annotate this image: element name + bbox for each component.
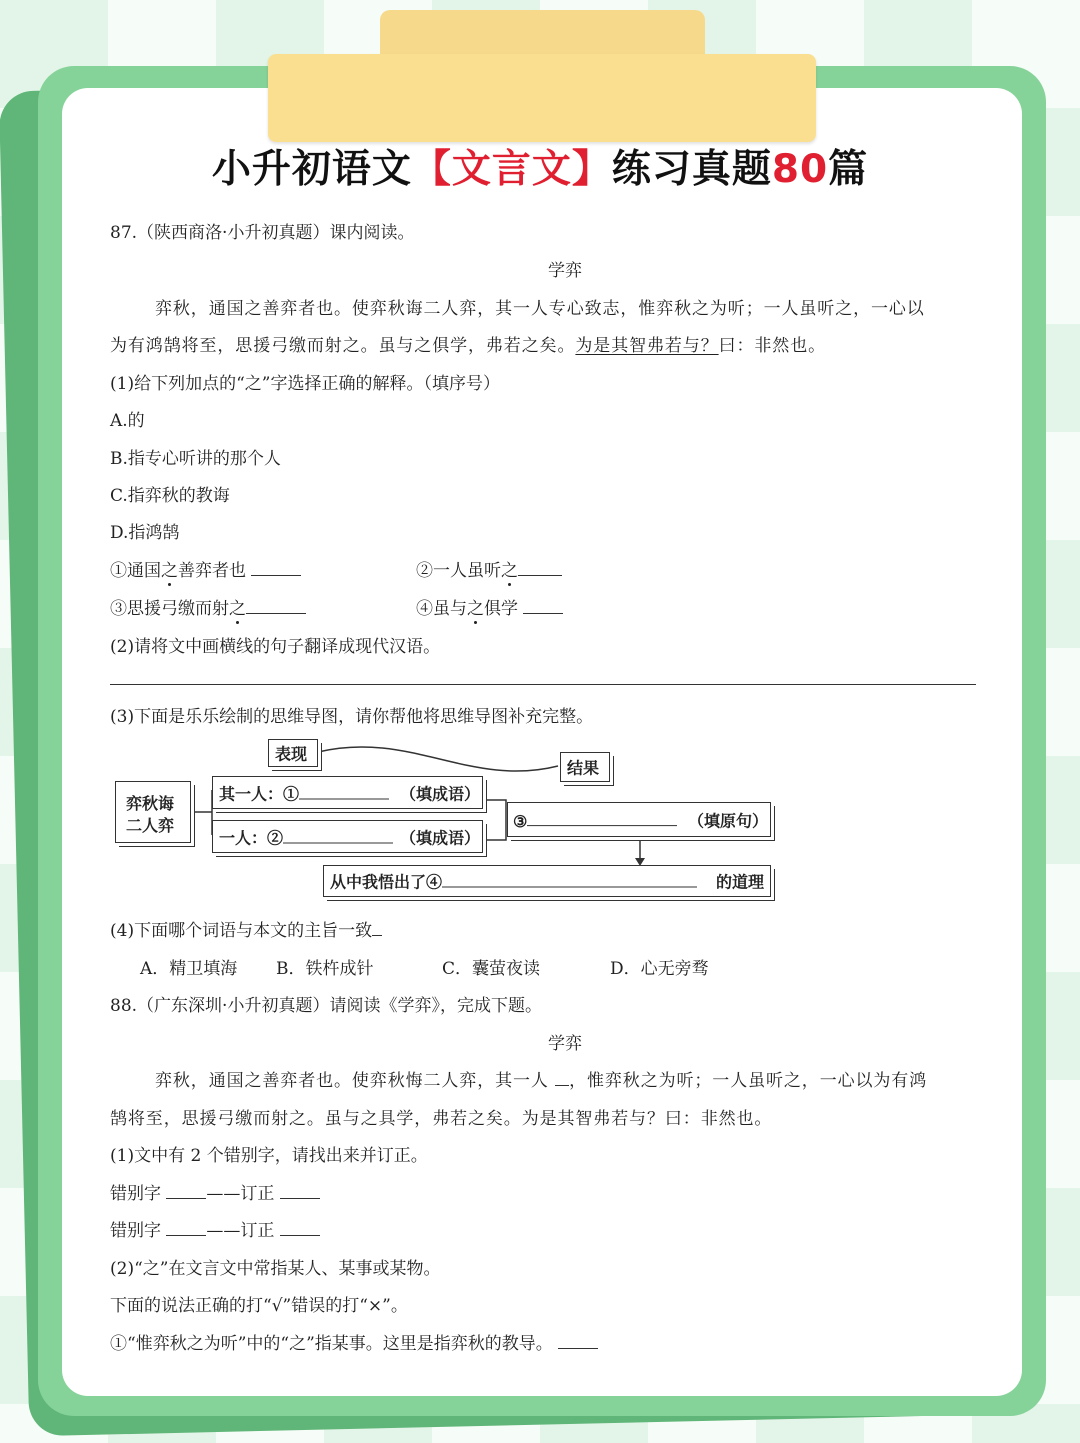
option-c: C.指弈秋的教诲 — [110, 486, 230, 506]
answer-blank[interactable] — [280, 1217, 320, 1236]
answer-blank[interactable] — [299, 781, 389, 799]
q87-sub1: (1)给下列加点的“之”字选择正确的解释。（填序号） — [110, 374, 500, 394]
choice-b: B．铁杵成针 — [276, 959, 374, 979]
mindmap-node-lesson: 从中我悟出了④ 的道理 — [323, 865, 771, 897]
item-2: ②一人虽听之 — [416, 556, 562, 581]
q88-passage-line2: 鹄将至，思援弓缴而射之。虽与之具学，弗若之矣。为是其智弗若与？曰：非然也。 — [110, 1109, 773, 1129]
q88-sub1: (1)文中有 2 个错别字，请找出来并订正。 — [110, 1146, 428, 1166]
q87-passage-line2: 为有鸿鹄将至，思援弓缴而射之。虽与之俱学，弗若之矣。为是其智弗若与？曰：非然也。 — [110, 336, 827, 356]
q88-item1: ①“惟弈秋之为听”中的“之”指某事。这里是指弈秋的教导。 — [110, 1329, 598, 1354]
answer-blank[interactable] — [372, 917, 382, 936]
choice-c: C．囊萤夜读 — [442, 959, 541, 979]
q87-sub4: (4)下面哪个词语与本文的主旨一致 — [110, 916, 382, 941]
item-3: ③思援弓缴而射之 — [110, 594, 306, 619]
answer-blank[interactable] — [280, 1180, 320, 1199]
underlined-sentence: 为是其智弗若与？ — [575, 336, 719, 356]
choice-a: A．精卫填海 — [140, 959, 238, 979]
correction-row-2: 错别字 ——订正 — [110, 1216, 320, 1241]
mindmap-node-jieguo: 结果 — [560, 752, 610, 782]
q87-passage-line1: 弈秋，通国之善弈者也。使弈秋诲二人弈，其一人专心致志，惟弈秋之为听；一人虽听之，一心以 — [155, 299, 925, 319]
item-4: ④虽与之俱学 — [416, 594, 563, 619]
correction-row-1: 错别字 ——订正 — [110, 1179, 320, 1204]
mindmap-node-branch2: 一人：② （填成语） — [212, 820, 483, 853]
mindmap-node-root: 弈秋诲 二人弈 — [115, 781, 191, 843]
answer-blank[interactable] — [166, 1180, 206, 1199]
page-title: 小升初语文【文言文】练习真题80篇 — [211, 147, 869, 192]
answer-blank[interactable] — [555, 1067, 569, 1086]
q87-passage-title: 学弈 — [548, 261, 582, 281]
mindmap-node-biaoxian: 表现 — [268, 739, 318, 767]
q87-header: 87.（陕西商洛·小升初真题）课内阅读。 — [110, 223, 415, 243]
q87-sub2: (2)请将文中画横线的句子翻译成现代汉语。 — [110, 637, 441, 657]
mindmap-node-result-sentence: ③ （填原句） — [507, 802, 771, 837]
answer-blank[interactable] — [283, 825, 393, 843]
answer-blank[interactable] — [442, 870, 697, 888]
q88-sub2: (2)“之”在文言文中常指某人、某事或某物。 — [110, 1259, 441, 1279]
mindmap-node-branch1: 其一人：① （填成语） — [212, 776, 483, 809]
option-d: D.指鸿鹄 — [110, 523, 180, 543]
q88-passage-title: 学弈 — [548, 1034, 582, 1054]
option-b: B.指专心听讲的那个人 — [110, 449, 281, 469]
choice-d: D．心无旁骛 — [610, 959, 709, 979]
q88-passage-line1: 弈秋，通国之善弈者也。使弈秋悔二人弈，其一人 ，惟弈秋之为听；一人虽听之，一心以为有鸿 — [155, 1066, 927, 1091]
answer-blank[interactable] — [558, 1330, 598, 1349]
q88-sub2-instruction: 下面的说法正确的打“√”错误的打“×”。 — [110, 1296, 408, 1316]
answer-blank[interactable] — [166, 1217, 206, 1236]
q88-header: 88.（广东深圳·小升初真题）请阅读《学弈》，完成下题。 — [110, 996, 542, 1016]
q87-sub3: (3)下面是乐乐绘制的思维导图，请你帮他将思维导图补充完整。 — [110, 707, 594, 727]
option-a: A.的 — [110, 411, 145, 431]
answer-blank[interactable] — [527, 809, 677, 827]
item-1: ①通国之善弈者也 — [110, 556, 301, 581]
